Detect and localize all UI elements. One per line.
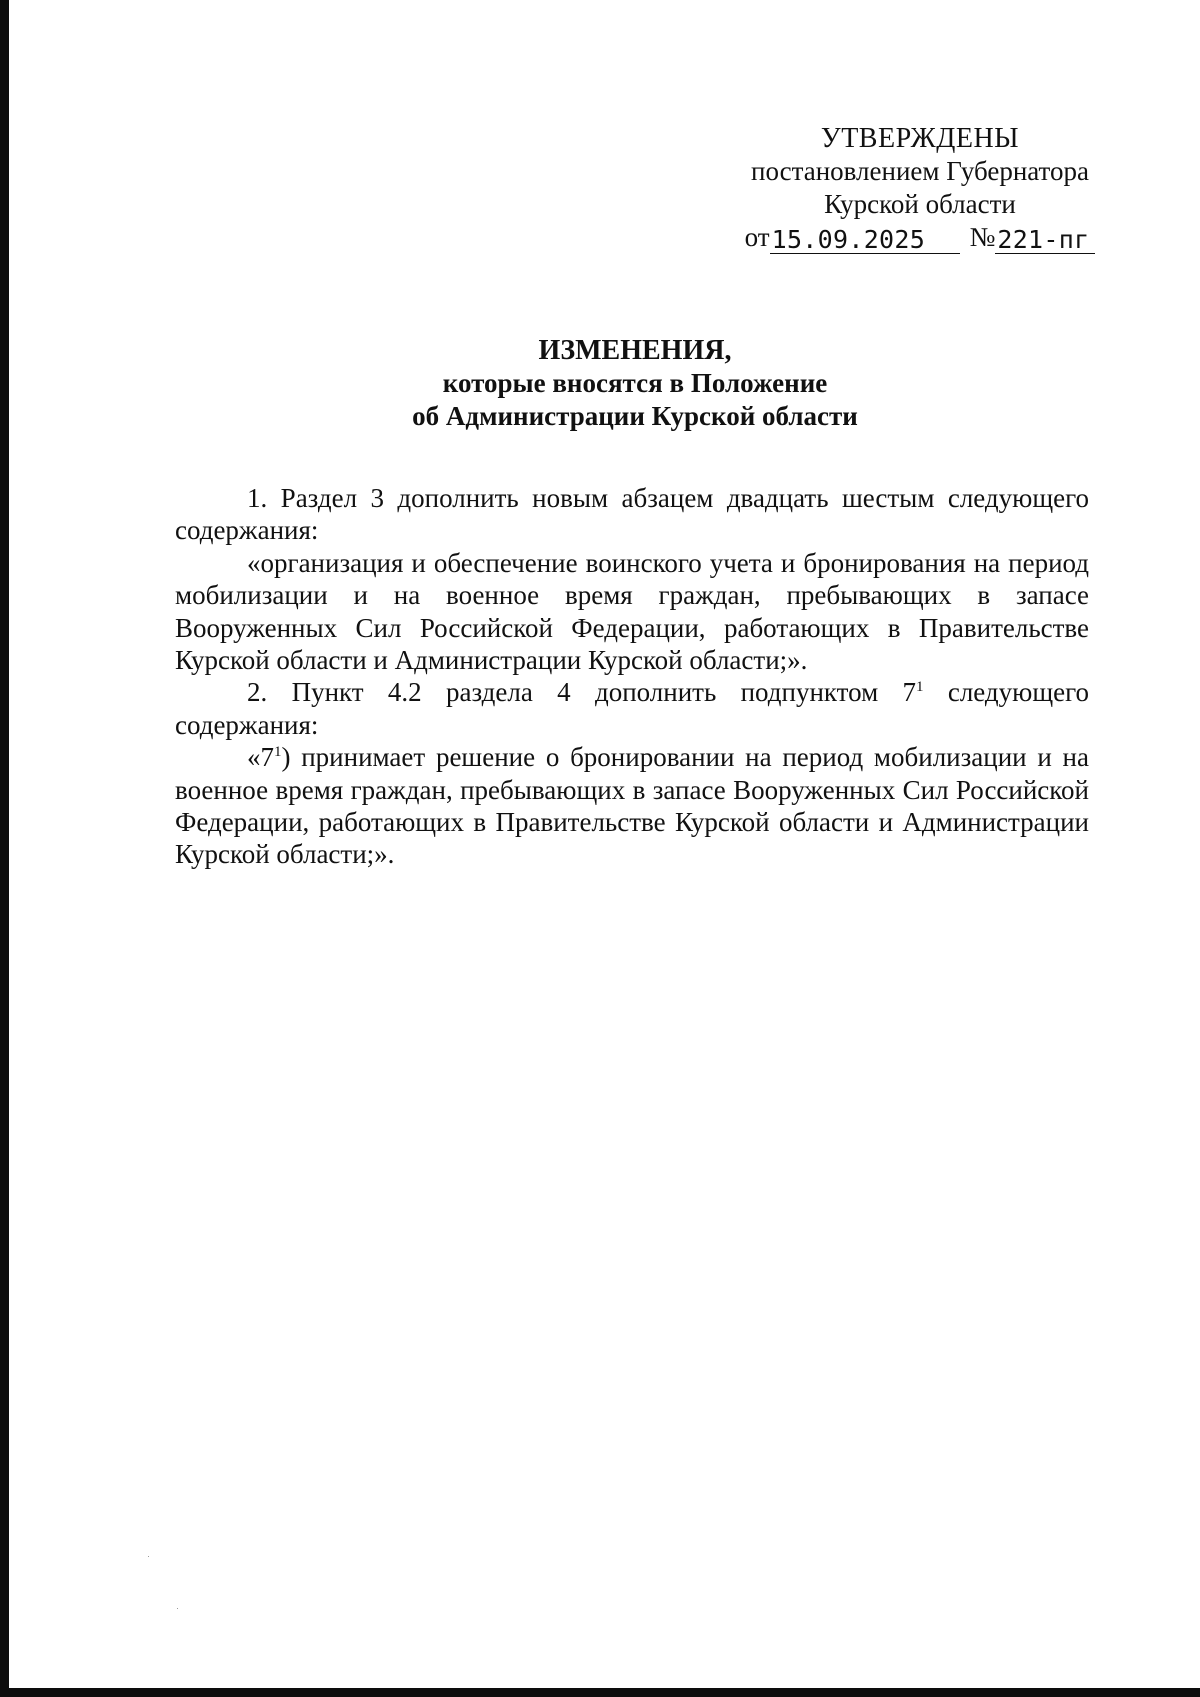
heading-subtitle-1: которые вносятся в Положение [442,368,828,398]
paragraph-text: следующего содержания: [175,677,1090,740]
approval-title: УТВЕРЖДЕНЫ [820,123,1020,154]
approval-block [720,122,1120,254]
scan-speck [148,1556,149,1557]
paragraph-text: ) принимает решение о бронировании на период мобилизации и на военное время граждан, пребывающих в запасе Вооруженных Сил Российской Федерации, работающих в Правительстве Курской области и Администрации Курской области;». [175,742,1089,870]
paragraph-item-1: 1. Раздел 3 дополнить новым абзацем двадцать шестым следующего содержания: [175,483,1089,546]
number-prefix: № [969,222,996,252]
superscript: 1 [274,744,282,761]
heading-subtitle-2: об Администрации Курской области [412,401,858,431]
heading-title: ИЗМЕНЕНИЯ, [538,335,732,366]
scan-border-left [0,0,9,1697]
paragraph-text: «7 [247,742,274,773]
approval-date: 15.09.2025 [770,227,960,254]
approval-line-1: постановлением Губернатора [751,156,1089,186]
paragraph-item-2-quote [175,741,1089,871]
paragraph-item-2 [175,676,1089,741]
approval-date-line [720,221,1120,254]
approval-number: 221-пг [995,227,1095,254]
paragraph-text: 2. Пункт 4.2 раздела 4 дополнить подпунктом 7 [247,677,917,708]
scan-border-bottom [0,1688,1200,1697]
paragraph-item-1-quote: «организация и обеспечение воинского учета и бронирования на период мобилизации и на военное время граждан, пребывающих в запасе Вооруженных Сил Российской Федерации, работающих в Правительстве Курской области и Администрации Курской области;». [175,547,1089,676]
superscript: 1 [916,679,924,696]
document-heading [180,334,1090,433]
document-body [175,482,1089,871]
approval-line-2: Курской области [824,189,1016,219]
scan-speck [177,1608,178,1609]
date-prefix: от [744,222,770,252]
